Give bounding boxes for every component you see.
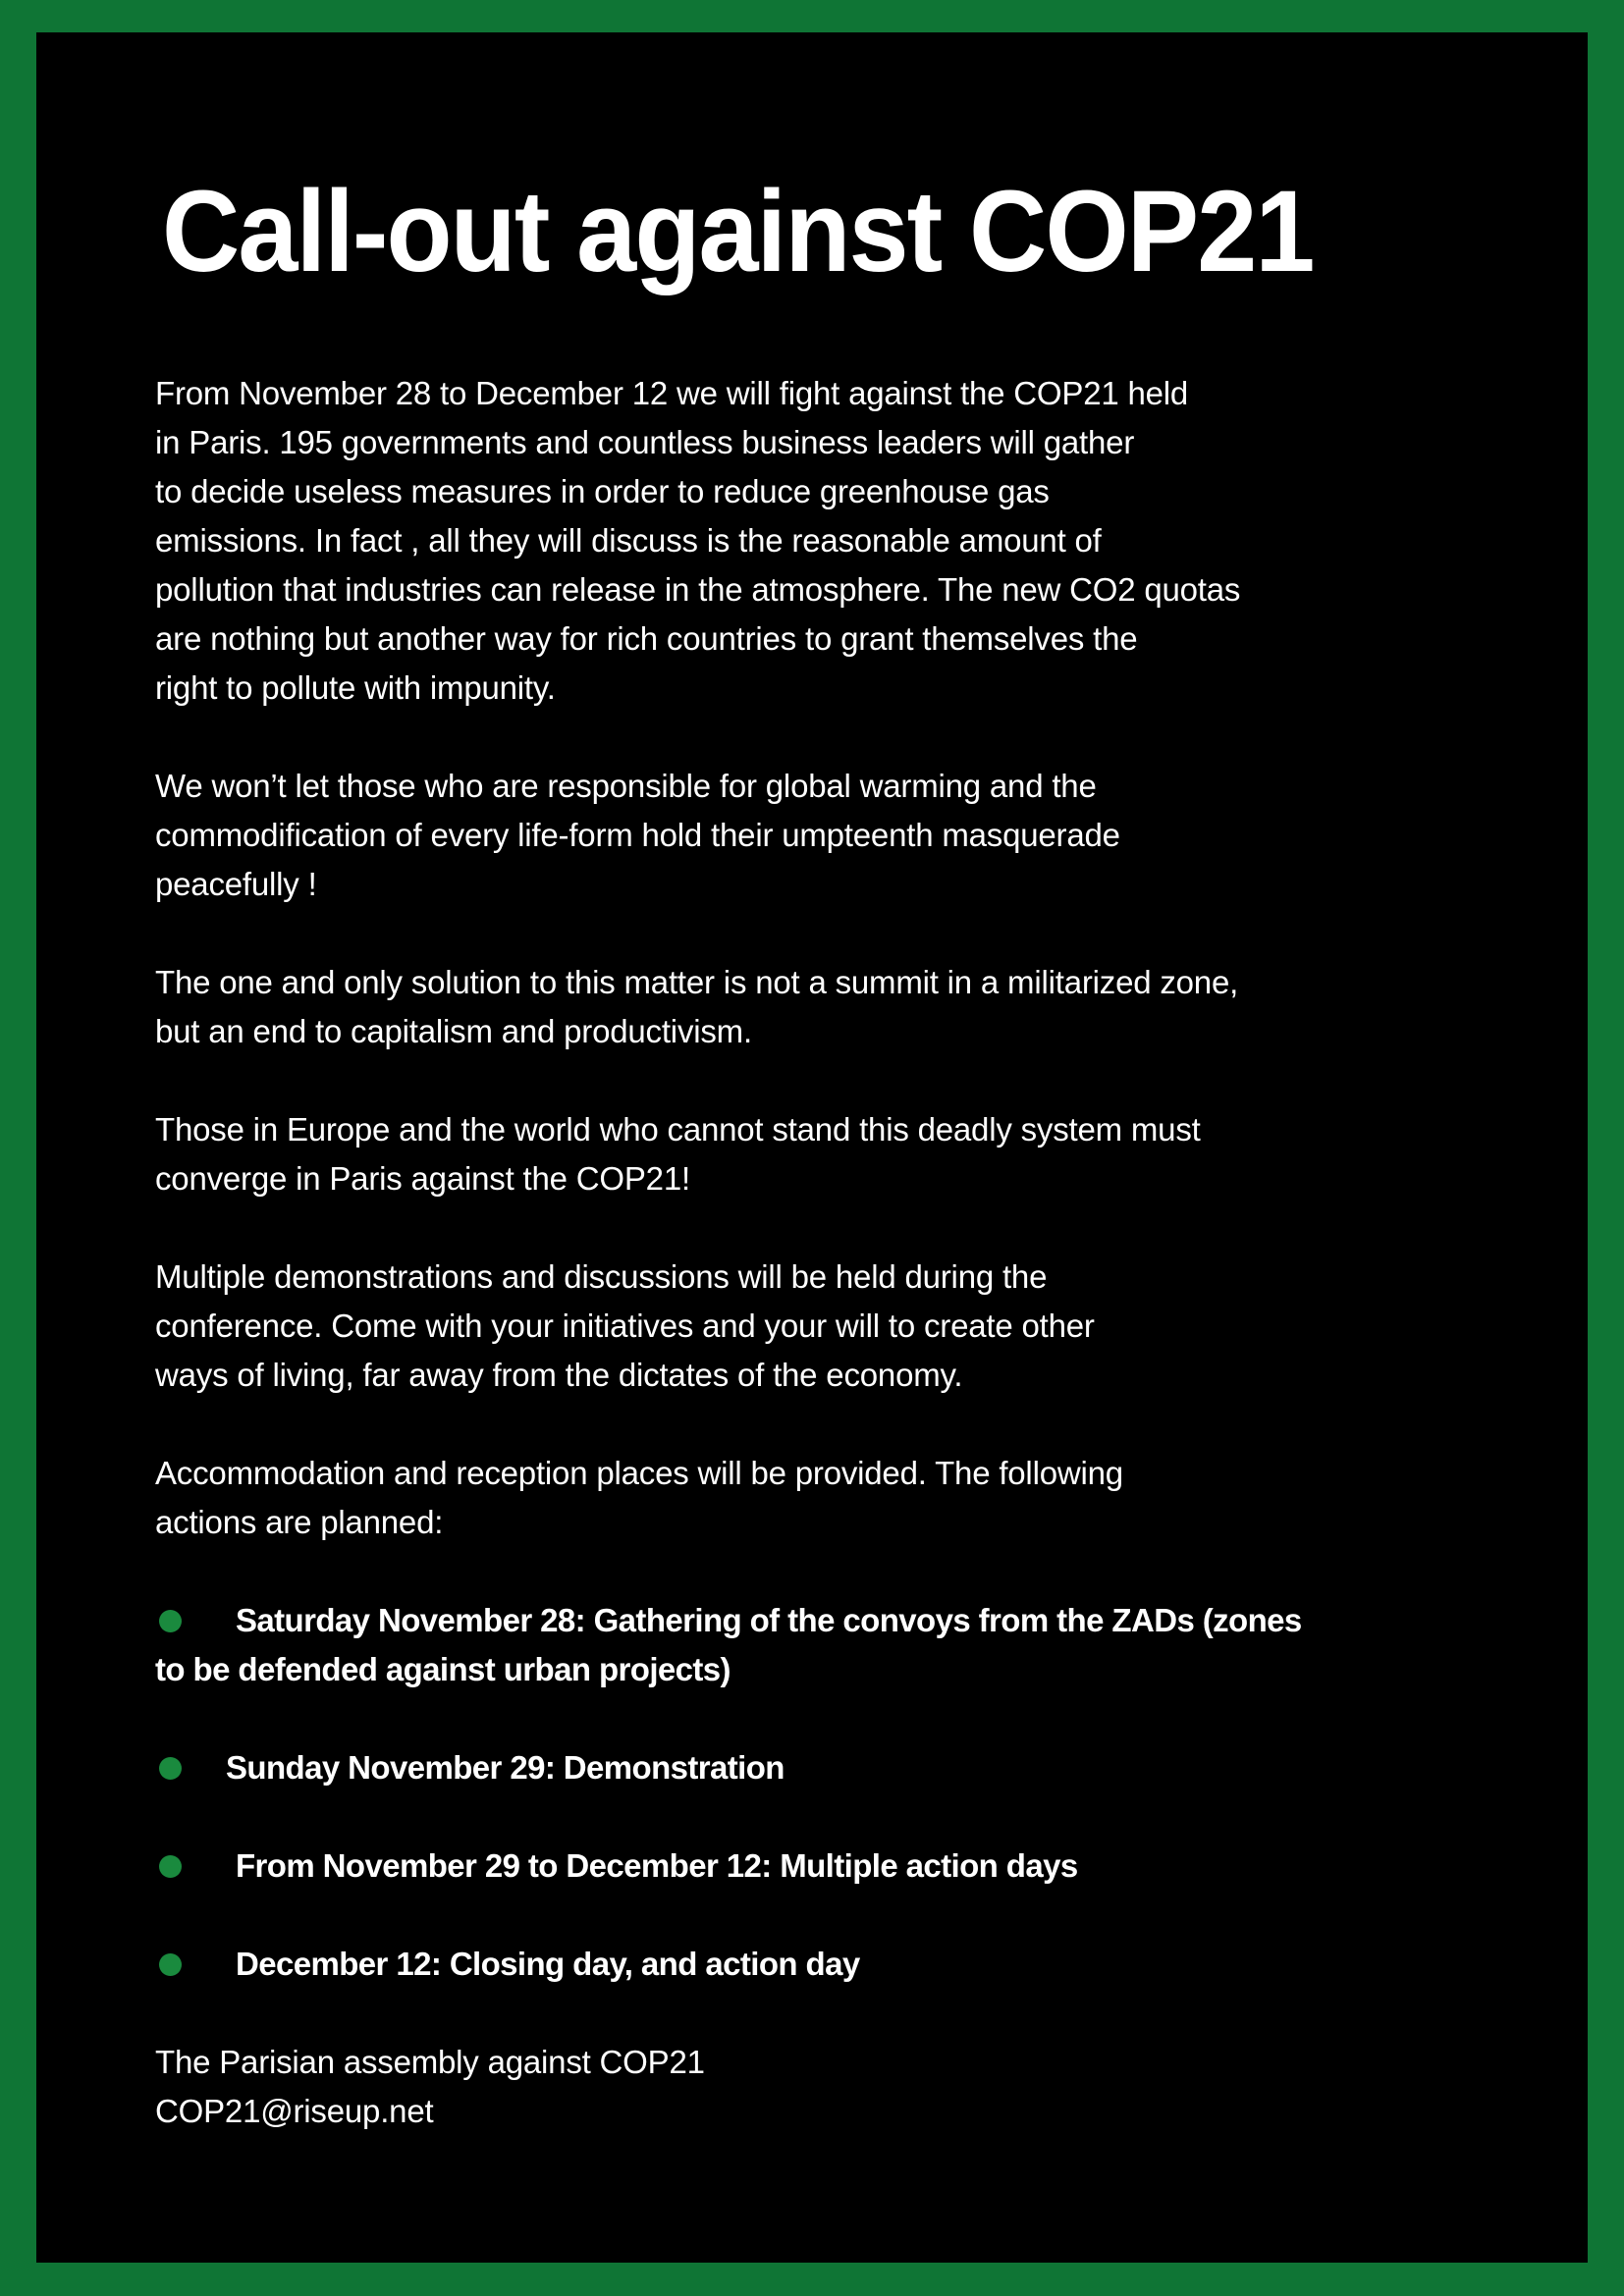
text-line: Those in Europe and the world who cannot stand this deadly system must [155,1111,1201,1148]
bullet-dot-icon [159,1757,182,1780]
paragraph-converge [155,1105,1569,1203]
planned-actions-list [155,1596,1569,1989]
text-line: emissions. In fact , all they will discuss is the reasonable amount of [155,522,1102,559]
bullet-dot-icon [159,1610,182,1632]
text-line: The one and only solution to this matter is not a summit in a militarized zone, [155,964,1239,1000]
text-line: conference. Come with your initiatives and your will to create other [155,1308,1095,1344]
paragraph-demonstrations [155,1253,1569,1400]
action-text-line: to be defended against urban projects) [155,1651,731,1687]
contact-email: COP21@riseup.net [155,2093,434,2129]
action-item [155,1596,1569,1694]
action-item [155,1743,1569,1792]
text-line: but an end to capitalism and productivism. [155,1013,752,1049]
action-item [155,1940,1569,1989]
text-line: Multiple demonstrations and discussions will be held during the [155,1258,1048,1295]
text-line: ways of living, far away from the dictates of the economy. [155,1357,963,1393]
signature-name: The Parisian assembly against COP21 [155,2044,705,2080]
action-text-line: December 12: Closing day, and action day [236,1946,860,1982]
signature-block [155,2038,1569,2136]
paragraph-solution [155,958,1569,1056]
paragraph-intro [155,369,1569,713]
action-text-line: Saturday November 28: Gathering of the convoys from the ZADs (zones [236,1602,1302,1638]
text-line: in Paris. 195 governments and countless business leaders will gather [155,424,1135,460]
paragraph-resistance [155,762,1569,909]
text-line: pollution that industries can release in the atmosphere. The new CO2 quotas [155,571,1241,608]
text-line: peacefully ! [155,866,317,902]
bullet-dot-icon [159,1855,182,1878]
text-line: right to pollute with impunity. [155,669,556,706]
flyer-title: Call-out against COP21 [162,167,1314,296]
text-line: Accommodation and reception places will be provided. The following [155,1455,1123,1491]
text-line: We won’t let those who are responsible for global warming and the [155,768,1097,804]
action-text-line: From November 29 to December 12: Multiple action days [236,1847,1078,1884]
text-line: commodification of every life-form hold their umpteenth masquerade [155,817,1120,853]
text-line: converge in Paris against the COP21! [155,1160,690,1197]
bullet-dot-icon [159,1953,182,1976]
action-text-line: Sunday November 29: Demonstration [226,1749,785,1786]
flyer-body [155,369,1569,2136]
text-line: are nothing but another way for rich countries to grant themselves the [155,620,1138,657]
text-line: From November 28 to December 12 we will fight against the COP21 held [155,375,1189,411]
paragraph-accommodation [155,1449,1569,1547]
text-line: to decide useless measures in order to reduce greenhouse gas [155,473,1050,509]
flyer-page [36,32,1588,2263]
action-item [155,1842,1569,1891]
text-line: actions are planned: [155,1504,444,1540]
